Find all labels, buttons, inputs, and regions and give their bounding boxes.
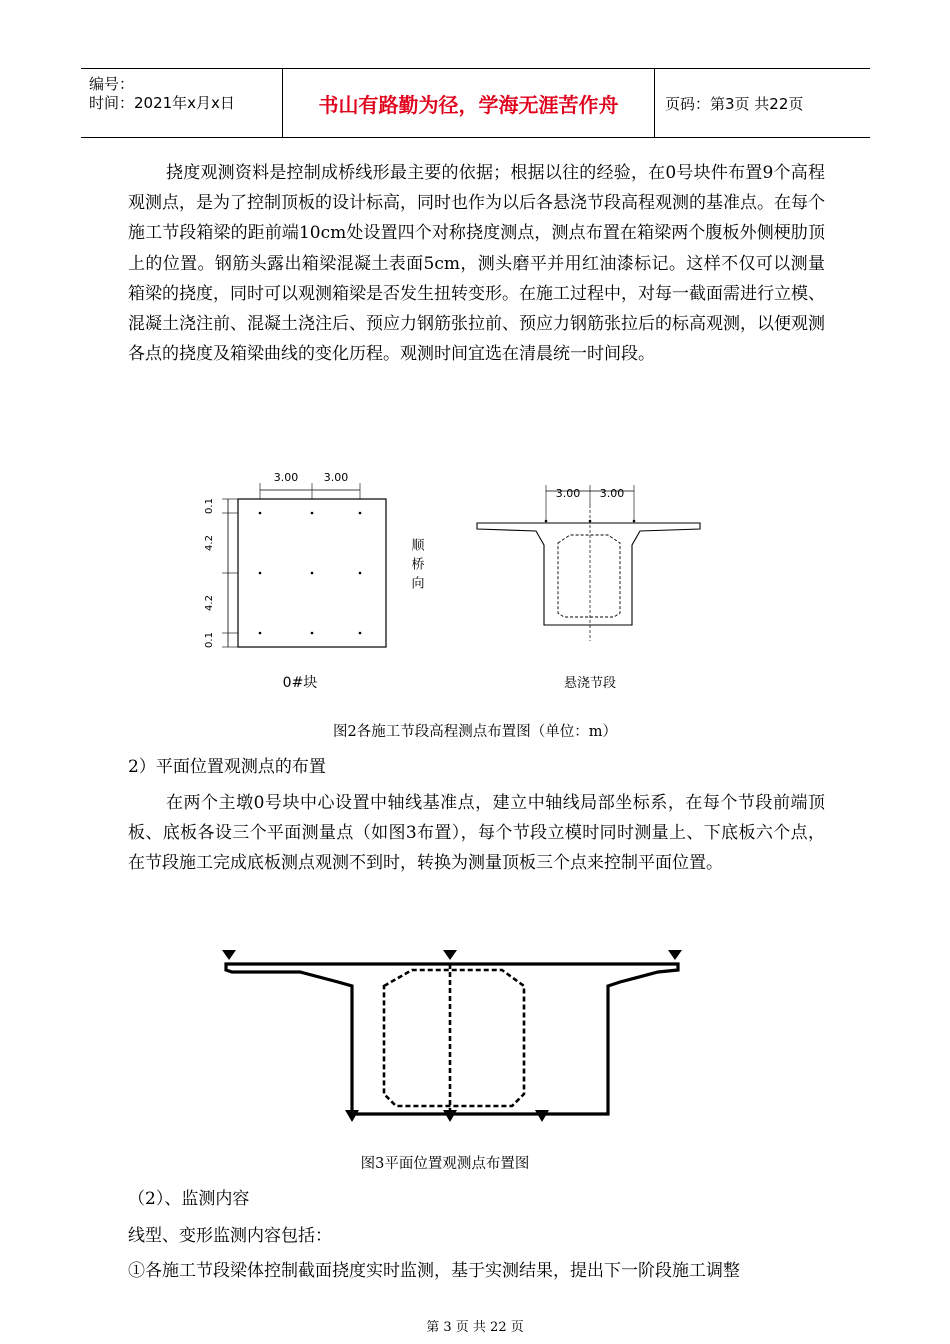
doc-time-label: 时间：2021年x月x日	[89, 94, 235, 112]
figure-2-diagram	[190, 465, 710, 705]
header-left-cell	[81, 69, 283, 137]
inner-dashed-outline	[384, 964, 524, 1114]
block-zero-points	[259, 512, 362, 635]
dim-top-right-2: 3.00	[599, 487, 625, 500]
dim-side-2: 4.2	[204, 535, 215, 551]
monitoring-item-1: ①各施工节段梁体控制截面挠度实时监测，基于实测结果，提出下一阶段施工调整	[128, 1261, 740, 1281]
dim-side-1: 0.1	[204, 498, 215, 514]
header-page-info: 页码：第3页 共22页	[665, 94, 804, 113]
section-monitoring-title: （2）、监测内容	[128, 1189, 250, 1209]
monitoring-intro: 线型、变形监测内容包括：	[128, 1226, 332, 1246]
top-left-marker-icon	[222, 950, 236, 960]
block-zero-plan	[222, 483, 386, 647]
header-motto: 书山有路勤为径，学海无涯苦作舟	[318, 92, 619, 117]
segment-section	[477, 485, 700, 641]
figure-2-caption: 图2各施工节段高程测点布置图（单位：m）	[333, 724, 617, 740]
figure-3-diagram	[212, 946, 692, 1126]
header-right-cell	[655, 69, 870, 137]
bottom-center-marker-icon	[443, 1110, 457, 1122]
block-zero-label: 0#块	[282, 675, 318, 691]
dim-side-3: 4.2	[204, 595, 215, 611]
paragraph-deflection: 挠度观测资料是控制成桥线形最主要的依据；根据以往的经验，在0号块件布置9个高程观测点，是为了控制顶板的设计标高，同时也作为以后各悬浇节段高程观测的基准点。在每个施工节段箱梁的距前端10cm处设置四个对称挠度测点，测点布置在箱梁两个腹板外侧梗肋顶上的位置。钢筋头露出箱梁混凝土表面5cm，测头磨平并用红油漆标记。这样不仅可以测量箱梁的挠度，同时可以观测箱梁是否发生扭转变形。在施工过程中，对每一截面需进行立模、混凝土浇注前、混凝土浇注后、预应力钢筋张拉前、预应力钢筋张拉后的标高观测，以便观测各点的挠度及箱梁曲线的变化历程。观测时间宜选在清晨统一时间段。	[128, 163, 825, 365]
top-center-marker-icon	[443, 950, 457, 960]
paragraph-plane: 在两个主墩0号块中心设置中轴线基准点，建立中轴线局部坐标系，在每个节段前端顶板、底板各设三个平面测量点（如图3布置），每个节段立模时同时测量上、下底板六个点，在节段施工完成底板测点观测不到时，转换为测量顶板三个点来控制平面位置。	[128, 793, 825, 874]
figure-3-caption: 图3平面位置观测点布置图	[360, 1156, 530, 1172]
segment-label: 悬浇节段	[563, 676, 617, 691]
survey-markers	[222, 950, 682, 1122]
dim-top-right-1: 3.00	[555, 487, 581, 500]
page-header	[81, 68, 870, 138]
direction-label: 顺桥向	[408, 538, 424, 595]
top-right-marker-icon	[668, 950, 682, 960]
bottom-left-marker-icon	[345, 1110, 359, 1122]
header-center-cell	[283, 69, 655, 137]
dim-top-left-2: 3.00	[323, 471, 349, 484]
dim-top-left-1: 3.00	[273, 471, 299, 484]
dim-side-4: 0.1	[204, 632, 215, 648]
bottom-right-marker-icon	[535, 1110, 549, 1122]
box-girder-section	[226, 964, 678, 1114]
segment-points	[545, 520, 636, 523]
doc-number-label: 编号：	[89, 75, 135, 93]
page-footer: 第 3 页 共 22 页	[426, 1320, 524, 1335]
section-plane-title: 2）平面位置观测点的布置	[128, 757, 326, 777]
